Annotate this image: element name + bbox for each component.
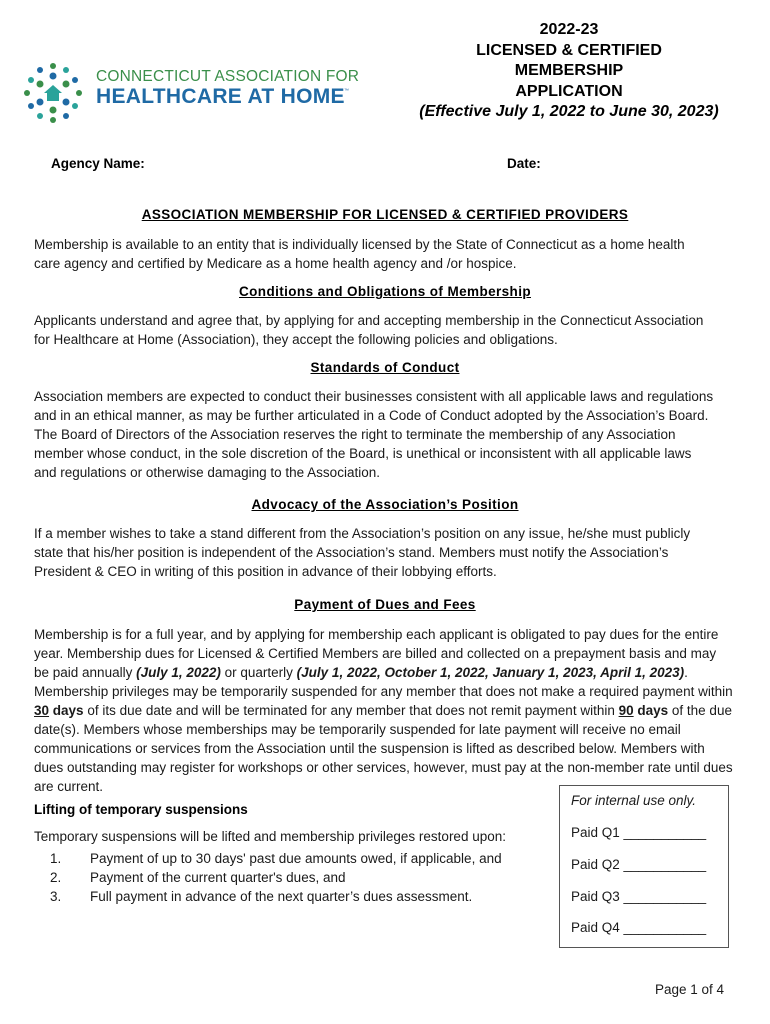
internal-use-title: For internal use only. bbox=[571, 793, 697, 808]
title-effective-dates: (Effective July 1, 2022 to June 30, 2023) bbox=[419, 103, 719, 120]
payment-line: dues outstanding may register for workshops or other services, however, must pay at the non-member rate until dues bbox=[34, 760, 733, 775]
conditions-line: for Healthcare at Home (Association), they accept the following policies and obligations. bbox=[34, 332, 558, 347]
title-line-3: APPLICATION bbox=[515, 82, 623, 100]
conditions-paragraph bbox=[34, 311, 734, 349]
conditions-line: Applicants understand and agree that, by applying for and accepting membership in the Connecticut Association bbox=[34, 313, 704, 328]
payment-paragraph bbox=[34, 625, 734, 796]
list-number: 3. bbox=[50, 889, 62, 904]
intro-line: Membership is available to an entity that is individually licensed by the State of Connecticut as a home health bbox=[34, 237, 685, 252]
payment-line: communications or services from the Association until the suspension is lifted as described below. Members with bbox=[34, 741, 705, 756]
payment-line bbox=[34, 701, 734, 720]
advocacy-line: If a member wishes to take a stand different from the Association’s position on any issue, he/she must publicly bbox=[34, 526, 691, 541]
ninety-number: 90 bbox=[618, 703, 634, 718]
list-number: 2. bbox=[50, 870, 62, 885]
quarterly-dates: (July 1, 2022, October 1, 2022, January 1, 2023, April 1, 2023) bbox=[296, 665, 685, 680]
payment-text: be paid annually bbox=[34, 665, 137, 680]
advocacy-heading: Advocacy of the Association’s Position bbox=[251, 497, 519, 512]
days-text: days bbox=[633, 703, 669, 718]
payment-line: are current. bbox=[34, 779, 104, 794]
lifting-heading: Lifting of temporary suspensions bbox=[34, 802, 248, 817]
paid-q1-field[interactable]: Paid Q1 ___________ bbox=[571, 825, 707, 840]
lifting-intro-text: Temporary suspensions will be lifted and membership privileges restored upon: bbox=[34, 829, 506, 844]
lifting-intro bbox=[34, 827, 534, 846]
payment-line: year. Membership dues for Licensed & Certified Members are billed and collected on a prepayment basis and may bbox=[34, 646, 717, 661]
payment-heading: Payment of Dues and Fees bbox=[294, 597, 476, 612]
payment-text: . bbox=[684, 665, 688, 680]
logo-mark-icon bbox=[20, 60, 86, 126]
standards-line: Association members are expected to conduct their businesses consistent with all applicable laws and regulations bbox=[34, 389, 714, 404]
standards-line: and regulations or otherwise damaging to the Association. bbox=[34, 465, 380, 480]
intro-line: care agency and certified by Medicare as a home health agency and /or hospice. bbox=[34, 256, 517, 271]
intro-paragraph bbox=[34, 235, 734, 273]
payment-line bbox=[34, 663, 734, 682]
logo-text-bottom: HEALTHCARE AT HOME bbox=[96, 85, 345, 108]
list-number: 1. bbox=[50, 851, 62, 866]
paid-q2-field[interactable]: Paid Q2 ___________ bbox=[571, 857, 707, 872]
title-line-1: LICENSED & CERTIFIED bbox=[476, 41, 662, 59]
thirty-number: 30 bbox=[34, 703, 50, 718]
list-text: Payment of up to 30 days' past due amounts owed, if applicable, and bbox=[90, 851, 502, 866]
paid-q3-field[interactable]: Paid Q3 ___________ bbox=[571, 889, 707, 904]
payment-line: date(s). Members whose memberships may be temporarily suspended for late payment will receive no email bbox=[34, 722, 681, 737]
title-line-2: MEMBERSHIP bbox=[514, 62, 624, 79]
agency-name-label: Agency Name: bbox=[51, 156, 145, 171]
page-number: Page 1 of 4 bbox=[654, 982, 724, 997]
standards-line: The Board of Directors of the Association reserves the right to terminate the membership of any Association bbox=[34, 427, 676, 442]
association-logo bbox=[20, 60, 360, 126]
advocacy-line: state that his/her position is independent of the Association’s stand. Members must notify the Association’s bbox=[34, 545, 669, 560]
payment-line: Membership privileges may be temporarily suspended for any member that does not make a required payment within bbox=[34, 684, 733, 699]
standards-line: and in an ethical manner, as may be further articulated in a Code of Conduct adopted by the Association’s Board. bbox=[34, 408, 709, 423]
standards-paragraph bbox=[34, 387, 734, 482]
logo-text-top: CONNECTICUT ASSOCIATION FOR bbox=[96, 68, 360, 85]
advocacy-line: President & CEO in writing of this position in advance of their lobbying efforts. bbox=[34, 564, 497, 579]
paid-q4-field[interactable]: Paid Q4 ___________ bbox=[571, 920, 707, 935]
list-text: Payment of the current quarter's dues, and bbox=[90, 870, 346, 885]
internal-use-box bbox=[559, 785, 729, 948]
logo-trademark: ™ bbox=[344, 88, 349, 94]
days-text: days bbox=[49, 703, 84, 718]
payment-line: Membership is for a full year, and by applying for membership each applicant is obligated to pay dues for the entire bbox=[34, 627, 719, 642]
payment-text: of its due date and will be terminated for any member that does not remit payment within bbox=[83, 703, 619, 718]
lifting-list bbox=[34, 849, 534, 906]
conditions-heading: Conditions and Obligations of Membership bbox=[239, 284, 531, 299]
title-year: 2022-23 bbox=[539, 21, 599, 38]
main-heading: ASSOCIATION MEMBERSHIP FOR LICENSED & CERTIFIED PROVIDERS bbox=[141, 207, 629, 222]
standards-heading: Standards of Conduct bbox=[310, 360, 460, 375]
payment-text: or quarterly bbox=[220, 665, 297, 680]
list-item bbox=[34, 868, 534, 887]
advocacy-paragraph bbox=[34, 524, 734, 581]
payment-text: of the due bbox=[668, 703, 732, 718]
date-label: Date: bbox=[507, 156, 541, 171]
list-text: Full payment in advance of the next quarter’s dues assessment. bbox=[90, 889, 473, 904]
list-item bbox=[34, 887, 534, 906]
standards-line: member whose conduct, in the sole discretion of the Board, is unethical or inconsistent with all applicable laws bbox=[34, 446, 692, 461]
document-title bbox=[395, 20, 743, 123]
annual-date: (July 1, 2022) bbox=[136, 665, 221, 680]
list-item bbox=[34, 849, 534, 868]
